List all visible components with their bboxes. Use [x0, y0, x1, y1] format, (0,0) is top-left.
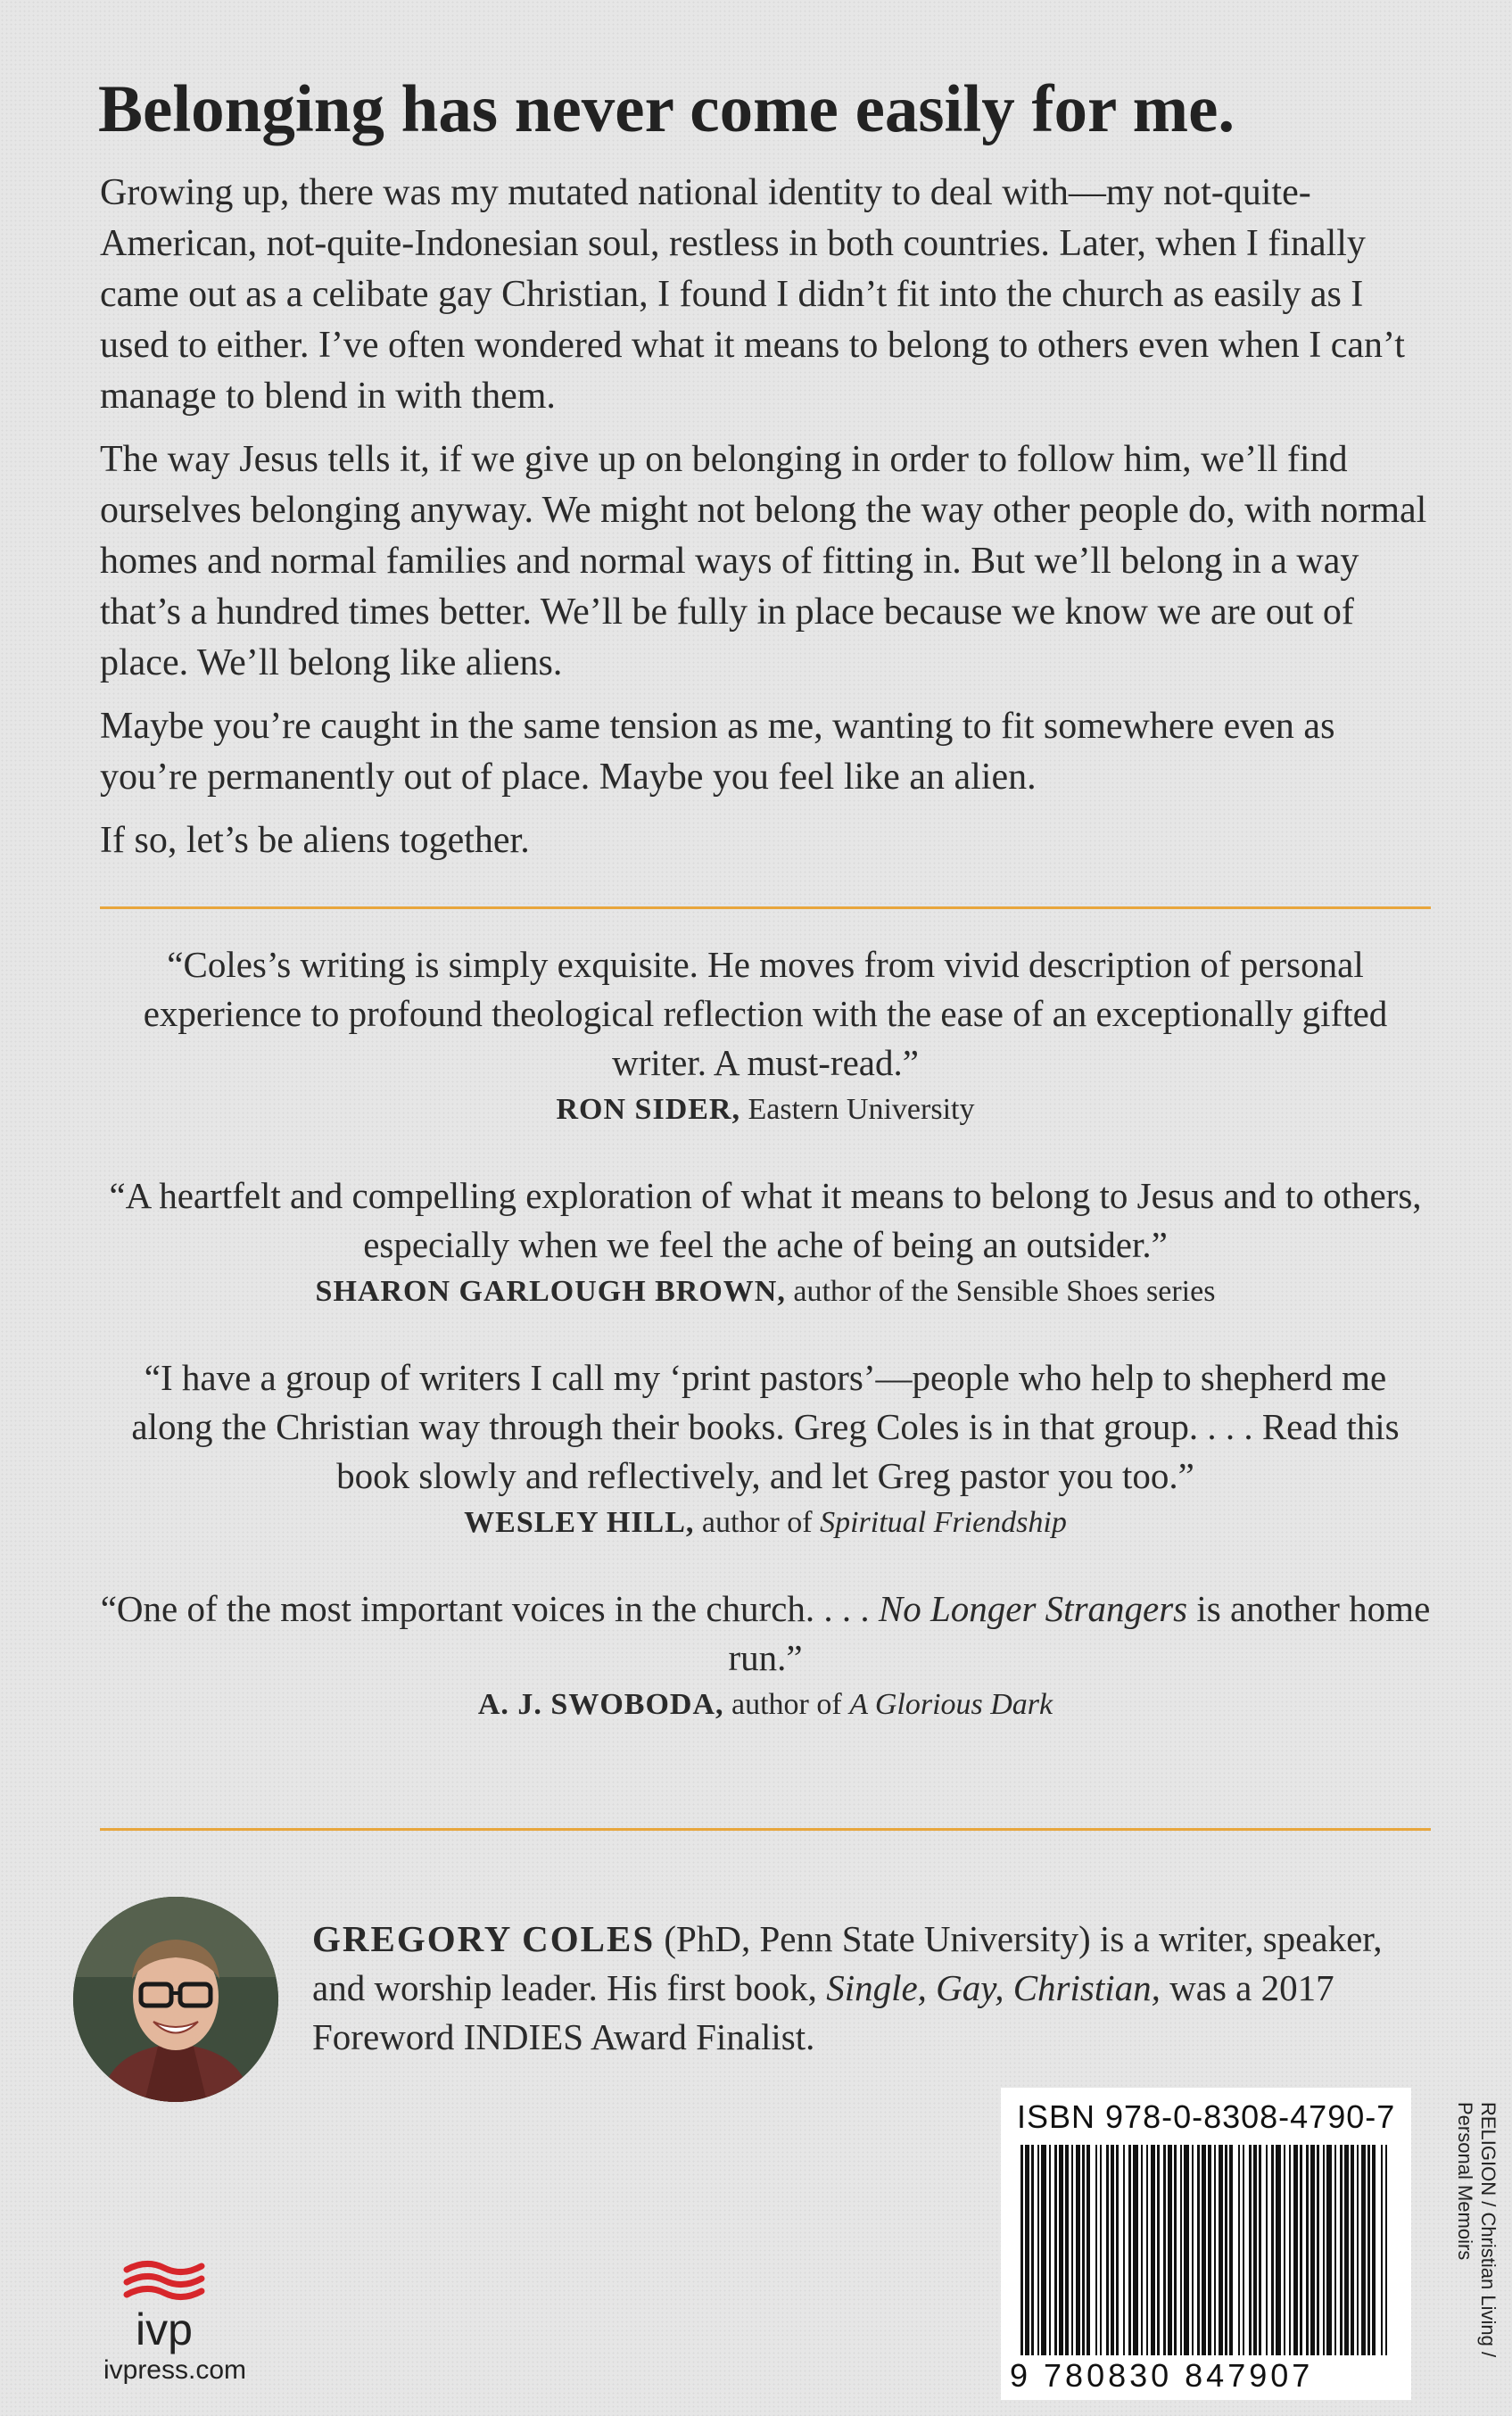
endorser-affiliation: Eastern University [748, 1093, 975, 1126]
barcode-bar [1202, 2145, 1206, 2355]
endorser-name: RON SIDER, [556, 1093, 740, 1126]
barcode-bar [1116, 2145, 1119, 2355]
endorsement-attribution [100, 1088, 1431, 1132]
endorsement-attribution [100, 1501, 1431, 1545]
endorsement [100, 940, 1431, 1132]
barcode-bar [1293, 2145, 1298, 2355]
ivp-logo-icon [111, 2248, 218, 2355]
quote-book-title: No Longer Strangers [878, 1588, 1188, 1629]
barcode-bar [1059, 2145, 1063, 2355]
blurb-paragraph: If so, let’s be aliens together. [100, 820, 530, 861]
barcode-bar [1276, 2145, 1281, 2355]
endorsements [100, 940, 1431, 1766]
endorsement-quote: “A heartfelt and compelling exploration of what it means to belong to Jesus and to others, especially when we feel the ache of being an outsider.” [109, 1175, 1422, 1265]
barcode-bar [1310, 2145, 1315, 2355]
category-line: RELIGION / Christian Living / [1477, 2102, 1500, 2358]
barcode-bar [1086, 2145, 1090, 2355]
barcode-bar [1180, 2145, 1182, 2355]
barcode-bar [1151, 2145, 1155, 2355]
barcode-bar [1289, 2145, 1291, 2355]
barcode-bar [1372, 2145, 1376, 2355]
barcode-bar [1317, 2145, 1319, 2355]
barcode-bar [1031, 2145, 1034, 2355]
ivp-logo [111, 2248, 218, 2355]
barcode-bar [1168, 2145, 1172, 2355]
endorser-name: A. J. SWOBODA, [477, 1688, 724, 1721]
barcode-bar [1095, 2145, 1097, 2355]
barcode-bar [1106, 2145, 1109, 2355]
endorsement [100, 1353, 1431, 1545]
barcode-bar [1340, 2145, 1343, 2355]
blurb-paragraph: The way Jesus tells it, if we give up on belonging in order to follow him, we’ll find ourselves belonging anyway. We might not belong the way other people do, with normal homes and normal families and normal ways of fitting in. But we’ll belong in a way that’s a hundred times better. We’ll be fully in place because we know we are out of place. We’ll belong like aliens. [100, 439, 1427, 683]
endorser-affiliation: author of [701, 1506, 813, 1539]
divider-rule [100, 1828, 1431, 1831]
barcode-bar [1306, 2145, 1309, 2355]
barcode-bar [1367, 2145, 1370, 2355]
barcode-bar [1219, 2145, 1223, 2355]
isbn-barcode [1001, 2088, 1411, 2400]
quote-text: is another home run.” [728, 1588, 1431, 1678]
barcode-bars [1020, 2145, 1392, 2355]
barcode-bar [1174, 2145, 1177, 2355]
endorser-name: SHARON GARLOUGH BROWN, [315, 1275, 786, 1308]
barcode-bar [1385, 2145, 1387, 2355]
barcode-bar [1049, 2145, 1051, 2355]
endorsement-quote: “Coles’s writing is simply exquisite. He moves from vivid description of personal experience to profound theological reflection with the ease of an exceptionally gifted writer. A must-read.” [143, 944, 1388, 1083]
barcode-bar [1214, 2145, 1216, 2355]
endorsement-attribution [100, 1270, 1431, 1314]
barcode-bar [1381, 2145, 1383, 2355]
barcode-bar [1128, 2145, 1131, 2355]
author-photo [73, 1897, 278, 2102]
ivp-logo-text: ivp [136, 2304, 193, 2354]
barcode-bar [1037, 2145, 1039, 2355]
author-bio [312, 1915, 1436, 2062]
endorser-book-title: Spiritual Friendship [820, 1506, 1067, 1539]
divider-rule [100, 906, 1431, 909]
barcode-bar [1249, 2145, 1252, 2355]
bio-text: (PhD, Penn State University) is a writer, speaker, and worship leader. His first book, [312, 1918, 1383, 2008]
barcode-bar [1323, 2145, 1325, 2355]
author-portrait-illustration [73, 1897, 278, 2102]
barcode-bar [1259, 2145, 1261, 2355]
bio-text: was a 2017 Foreword INDIES Award Finalist. [312, 1967, 1334, 2057]
barcode-bar [1351, 2145, 1354, 2355]
barcode-bar [1284, 2145, 1285, 2355]
endorsement-quote: “I have a group of writers I call my ‘print pastors’—people who help to shepherd me along the Christian way through their books. Greg Coles is in that group. . . . Read this book slowly and reflectively, and let Greg pastor you too.” [131, 1357, 1400, 1496]
endorsement-attribution [100, 1683, 1431, 1727]
barcode-bar [1208, 2145, 1211, 2355]
endorser-affiliation: author of [731, 1688, 842, 1721]
barcode-bar [1054, 2145, 1057, 2355]
barcode-bar [1192, 2145, 1194, 2355]
barcode-bar [1225, 2145, 1227, 2355]
barcode-bar [1041, 2145, 1046, 2355]
endorsement [100, 1584, 1431, 1727]
endorsement-quote [100, 1584, 1431, 1683]
endorsement [100, 1171, 1431, 1314]
publisher-url[interactable]: ivpress.com [103, 2355, 247, 2385]
barcode-bar [1065, 2145, 1069, 2355]
blurb-paragraph: Growing up, there was my mutated national identity to deal with—my not-quite-American, not-quite-Indonesian soul, restless in both countries. Later, when I finally came out as a celibate gay Christian, I found I didn’t fit into the church as easily as I used to either. I’ve often wondered what it means to belong to others even when I can’t manage to blend in with them. [100, 172, 1405, 417]
quote-text: “One of the most important voices in the church. . . . [100, 1588, 879, 1629]
isbn-label: ISBN 978-0-8308-4790-7 [1017, 2098, 1396, 2135]
barcode-bar [1271, 2145, 1274, 2355]
barcode-bar [1133, 2145, 1138, 2355]
barcode-bar [1243, 2145, 1244, 2355]
barcode-bar [1361, 2145, 1366, 2355]
barcode-bar [1163, 2145, 1166, 2355]
barcode-bar [1253, 2145, 1257, 2355]
barcode-digits: 9 780830 847907 [1010, 2357, 1314, 2394]
barcode-bar [1123, 2145, 1125, 2355]
barcode-bar [1111, 2145, 1114, 2355]
endorser-name: WESLEY HILL, [464, 1506, 695, 1539]
bisac-category [1450, 2102, 1500, 2387]
barcode-bar [1082, 2145, 1085, 2355]
barcode-bar [1020, 2145, 1023, 2355]
barcode-bar [1184, 2145, 1189, 2355]
barcode-bar [1266, 2145, 1268, 2355]
barcode-bar [1300, 2145, 1302, 2355]
barcode-bar [1076, 2145, 1080, 2355]
barcode-bar [1100, 2145, 1102, 2355]
category-line: Personal Memoirs [1454, 2102, 1476, 2261]
barcode-bar [1157, 2145, 1160, 2355]
barcode-bar [1344, 2145, 1349, 2355]
barcode-bar [1146, 2145, 1148, 2355]
previous-book-title: Single, Gay, Christian, [826, 1967, 1161, 2008]
blurb-paragraph: Maybe you’re caught in the same tension as me, wanting to fit somewhere even as you’re permanently out of place. Maybe you feel like an alien. [100, 706, 1335, 798]
barcode-bar [1025, 2145, 1029, 2355]
barcode-bar [1238, 2145, 1240, 2355]
barcode-bar [1357, 2145, 1359, 2355]
barcode-bar [1141, 2145, 1143, 2355]
barcode-bar [1197, 2145, 1200, 2355]
headline: Belonging has never come easily for me. [98, 72, 1235, 146]
barcode-bar [1326, 2145, 1332, 2355]
author-name: GREGORY COLES [312, 1918, 656, 1959]
barcode-bar [1334, 2145, 1336, 2355]
endorser-affiliation: author of the Sensible Shoes series [793, 1275, 1216, 1308]
barcode-bar [1071, 2145, 1073, 2355]
blurb [100, 168, 1429, 879]
endorser-book-title: A Glorious Dark [849, 1688, 1053, 1721]
barcode-bar [1229, 2145, 1233, 2355]
